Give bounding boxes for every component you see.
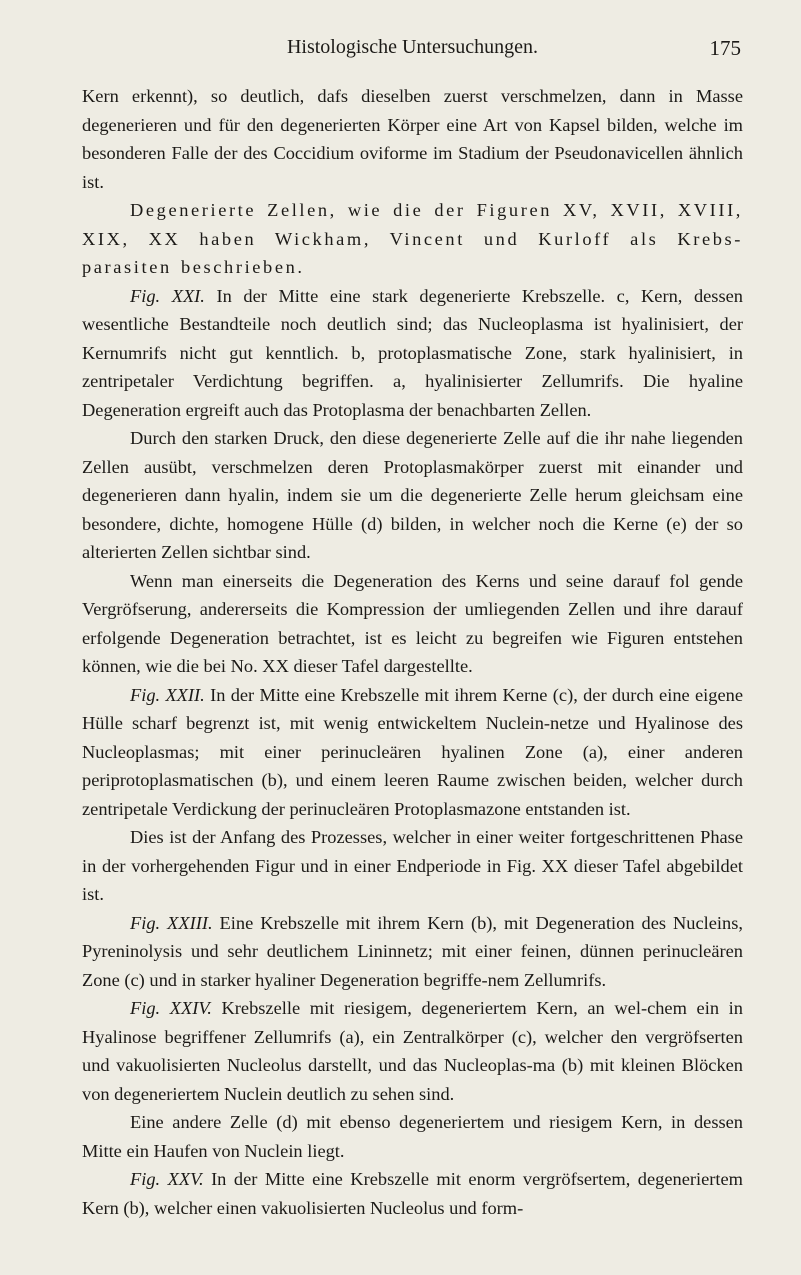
figure-label-xxi: Fig. XXI. xyxy=(130,285,205,306)
paragraph-1 xyxy=(82,82,743,196)
paragraph-9-text: Krebszelle mit riesigem, degeneriertem Kern, an wel-chem ein in Hyalinose begriffener Zellumrifs (a), ein Zentralkörper (c), welcher den vergröfserten und vakuolisierten Nucleolus darstellt, und das Nucleoplas-ma (b) mit kleinen Blöcken von degeneriertem Nuclein deutlich zu sehen sind. xyxy=(82,998,743,1104)
figure-xxiv-paragraph xyxy=(82,994,743,1108)
figure-xxv-paragraph xyxy=(82,1165,743,1222)
figure-label-xxiii: Fig. XXIII. xyxy=(130,912,213,933)
figure-xxi-paragraph xyxy=(82,282,743,425)
figure-xxii-paragraph xyxy=(82,681,743,824)
page-number: 175 xyxy=(709,36,741,60)
figure-label-xxv: Fig. XXV. xyxy=(130,1169,204,1189)
paragraph-1-text: Kern erkennt), so deutlich, dafs dieselben zuerst verschmelzen, dann in Masse degenerieren und für den degenerierten Körper eine Art von Kapsel bilden, welche im besonderen Falle der des Coccidium oviforme im Stadium der Pseudonavicellen ähnlich ist. xyxy=(82,86,743,192)
figure-xxiii-paragraph xyxy=(82,909,743,995)
paragraph-4-text: Durch den starken Druck, den diese degenerierte Zelle auf die ihr nahe liegenden Zellen ausübt, verschmelzen deren Protoplasmakörper zuerst mit einander und degenerieren dann hyalin, indem sie um die degenerierte Zelle herum gleichsam eine besondere, dichte, homogene Hülle (d) bilden, in welcher noch die Kerne (e) der so alterierten Zellen sichtbar sind. xyxy=(82,428,743,562)
paragraph-8-text: Eine Krebszelle mit ihrem Kern (b), mit Degeneration des Nucleins, Pyreninolysis und sehr deutlichem Lininnetz; mit einer feinen, dünnen perinucleären Zone (c) und in starker hyaliner Degeneration begriffe-nem Zellumrifs. xyxy=(82,912,743,990)
paragraph-2 xyxy=(82,196,743,282)
body-text xyxy=(82,82,743,1222)
paragraph-10 xyxy=(82,1108,743,1165)
paragraph-4 xyxy=(82,424,743,567)
running-head-title: Histologische Untersuchungen. xyxy=(286,36,539,58)
running-head xyxy=(82,36,743,70)
paragraph-5 xyxy=(82,567,743,681)
paragraph-6-text: In der Mitte eine Krebszelle mit ihrem Kerne (c), der durch eine eigene Hülle scharf begrenzt ist, mit wenig entwickeltem Nuclein-netze und Hyalinose des Nucleoplasmas; mit einer perinucleären hyalinen Zone (a), einer anderen periprotoplasmatischen (b), und einem leeren Raume zwischen beiden, welcher durch zentripetale Verdickung der perinucleären Protoplasmazone entstanden ist. xyxy=(82,684,743,819)
paragraph-3-text: In der Mitte eine stark degenerierte Krebszelle. c, Kern, dessen wesentliche Bestandteile noch deutlich sind; das Nucleoplasma ist hyalinisiert, der Kernumrifs nicht gut kenntlich. b, protoplasmatische Zone, stark hyalinisiert, in zentripetaler Verdichtung begriffen. a, hyalinisierter Zellumrifs. Die hyaline Degeneration ergreift auch das Protoplasma der benachbarten Zellen. xyxy=(82,285,743,420)
figure-label-xxiv: Fig. XXIV. xyxy=(130,998,212,1018)
paragraph-7 xyxy=(82,823,743,909)
paragraph-5-text: Wenn man einerseits die Degeneration des Kerns und seine darauf fol gende Vergröfserung, andererseits die Kompression der umliegenden Zellen und ihre darauf erfolgende Degeneration betrachtet, ist es leicht zu begreifen wie Figuren entstehen können, wie die bei No. XX dieser Tafel dargestellte. xyxy=(82,570,743,676)
paragraph-2-text: Degenerierte Zellen, wie die der Figuren XV, XVII, XVIII, XIX, XX haben Wickham, Vincent und Kurloff als Krebs-parasiten beschrieben. xyxy=(82,200,743,277)
figure-label-xxii: Fig. XXII. xyxy=(130,684,205,705)
paragraph-11-text: In der Mitte eine Krebszelle mit enorm vergröfsertem, degeneriertem Kern (b), welcher einen vakuolisierten Nucleolus und form- xyxy=(82,1169,743,1218)
paragraph-7-text: Dies ist der Anfang des Prozesses, welcher in einer weiter fortgeschrittenen Phase in der vorhergehenden Figur und in einer Endperiode in Fig. XX dieser Tafel abgebildet ist. xyxy=(82,827,743,904)
paragraph-10-text: Eine andere Zelle (d) mit ebenso degeneriertem und riesigem Kern, in dessen Mitte ein Haufen von Nuclein liegt. xyxy=(82,1112,743,1161)
